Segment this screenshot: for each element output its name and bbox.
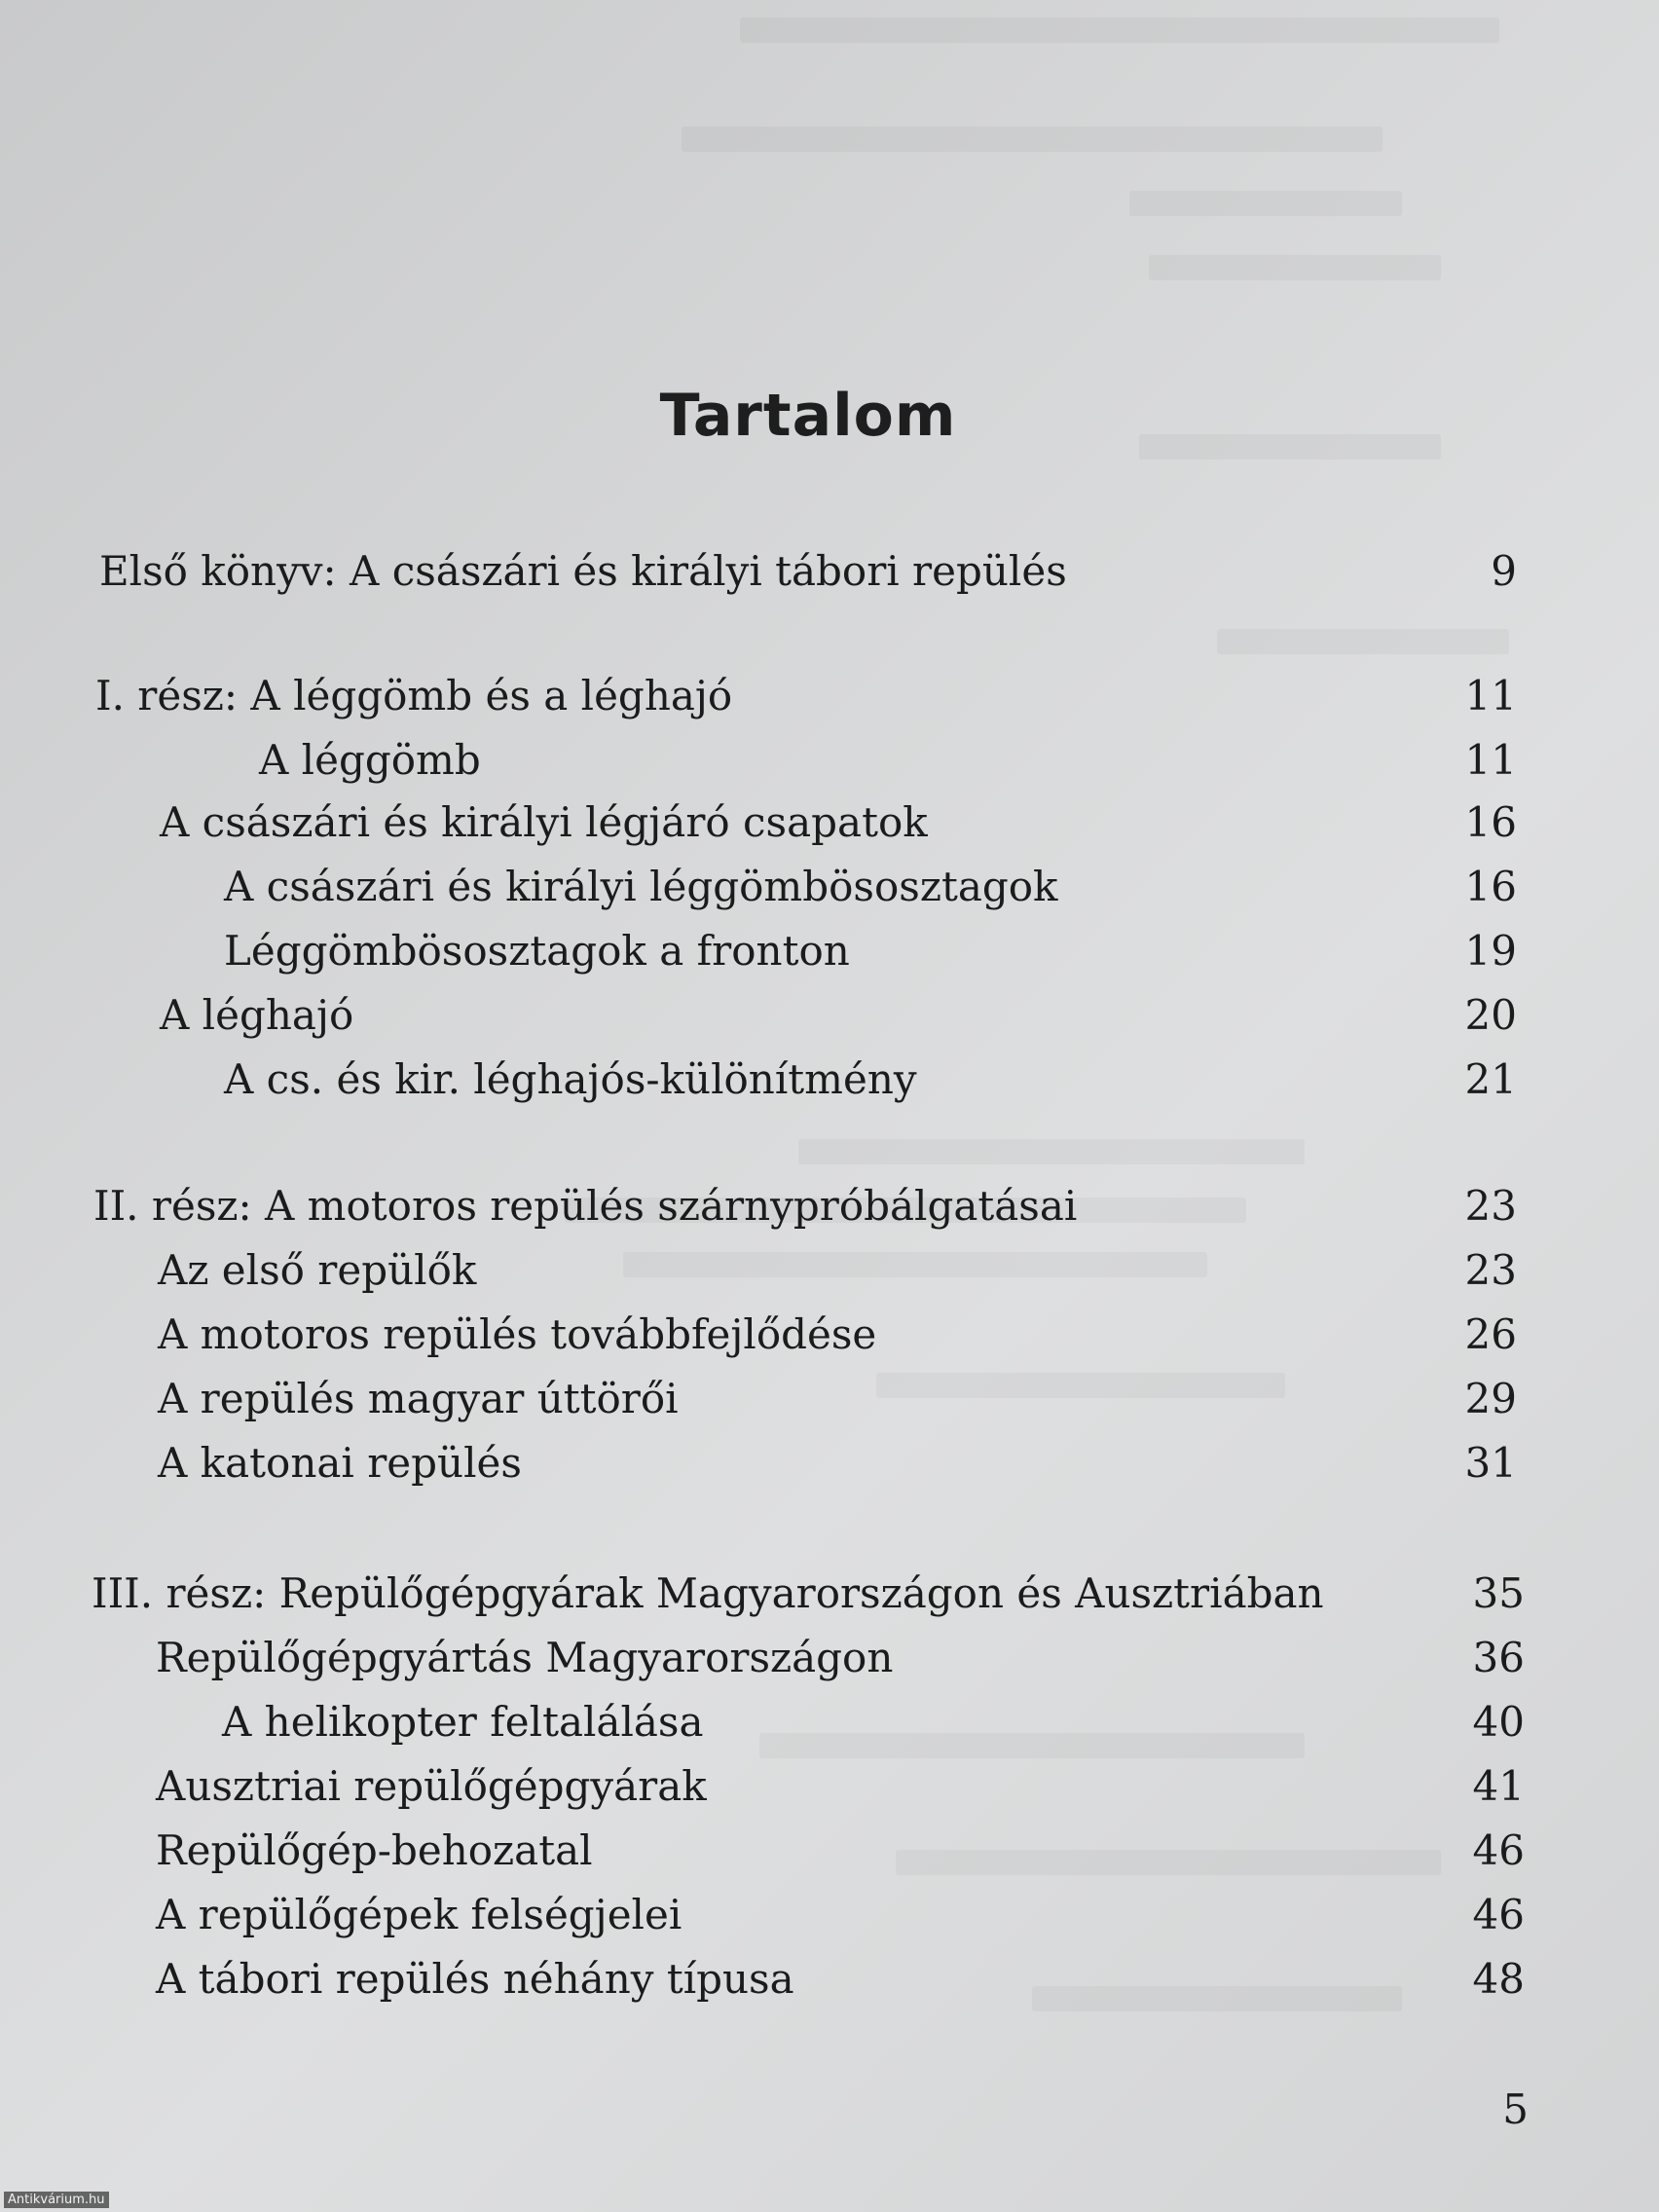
watermark-text: Antikvárium.hu — [4, 2192, 109, 2208]
toc-entry-label: A cs. és kir. léghajós-különítmény — [224, 1055, 917, 1103]
toc-entry-page: 29 — [1464, 1375, 1517, 1422]
toc-entry-page: 21 — [1464, 1055, 1517, 1103]
toc-entry-label: Ausztriai repülőgépgyárak — [156, 1762, 707, 1810]
toc-entry-page: 46 — [1472, 1891, 1525, 1938]
toc-entry-label: A császári és királyi légjáró csapatok — [160, 798, 928, 846]
toc-entry-page: 23 — [1464, 1246, 1517, 1294]
toc-entry-label: A katonai repülés — [158, 1439, 522, 1487]
toc-entry-page: 48 — [1472, 1955, 1525, 2003]
toc-entry-label: A repülőgépek felségjelei — [156, 1891, 682, 1938]
toc-entry-page: 11 — [1464, 672, 1517, 719]
toc-part-heading: I. rész: A léggömb és a léghajó — [95, 672, 733, 719]
toc-entry-page: 19 — [1464, 927, 1517, 975]
toc-entry-label: Léggömbösosztagok a fronton — [224, 927, 850, 975]
toc-entry-label: A léghajó — [160, 991, 354, 1039]
toc-entry-page: 16 — [1464, 863, 1517, 910]
toc-entry-label: A tábori repülés néhány típusa — [156, 1955, 794, 2003]
toc-entry-label: Repülőgépgyártás Magyarországon — [156, 1634, 894, 1681]
toc-entry-label: A léggömb — [259, 736, 481, 784]
toc-entry-page: 41 — [1472, 1762, 1525, 1810]
toc-entry-page: 36 — [1472, 1634, 1525, 1681]
toc-entry-page: 16 — [1464, 798, 1517, 846]
toc-entry-page: 23 — [1464, 1182, 1517, 1230]
toc-part-heading: III. rész: Repülőgépgyárak Magyarországon és Ausztriában — [92, 1569, 1324, 1617]
toc-entry-label: A helikopter feltalálása — [222, 1698, 704, 1746]
toc-entry-page: 11 — [1464, 736, 1517, 784]
toc-entry-label: Az első repülők — [158, 1246, 477, 1294]
toc-entry-page: 35 — [1472, 1569, 1525, 1617]
toc-entry-page: 46 — [1472, 1826, 1525, 1874]
toc-part-heading: II. rész: A motoros repülés szárnypróbálgatásai — [93, 1182, 1078, 1230]
page-title: Tartalom — [659, 382, 957, 451]
toc-entry-page: 26 — [1464, 1310, 1517, 1358]
toc-entry-label: Első könyv: A császári és királyi tábori repülés — [99, 547, 1067, 595]
toc-entry-page: 9 — [1491, 547, 1517, 595]
toc-entry-label: A motoros repülés továbbfejlődése — [158, 1310, 877, 1358]
toc-entry-page: 31 — [1464, 1439, 1517, 1487]
toc-entry-label: A repülés magyar úttörői — [158, 1375, 679, 1422]
toc-entry-label: Repülőgép-behozatal — [156, 1826, 593, 1874]
toc-entry-label: A császári és királyi léggömbösosztagok — [224, 863, 1058, 910]
page-number: 5 — [1502, 2085, 1529, 2133]
toc-entry-page: 20 — [1464, 991, 1517, 1039]
toc-entry-page: 40 — [1472, 1698, 1525, 1746]
